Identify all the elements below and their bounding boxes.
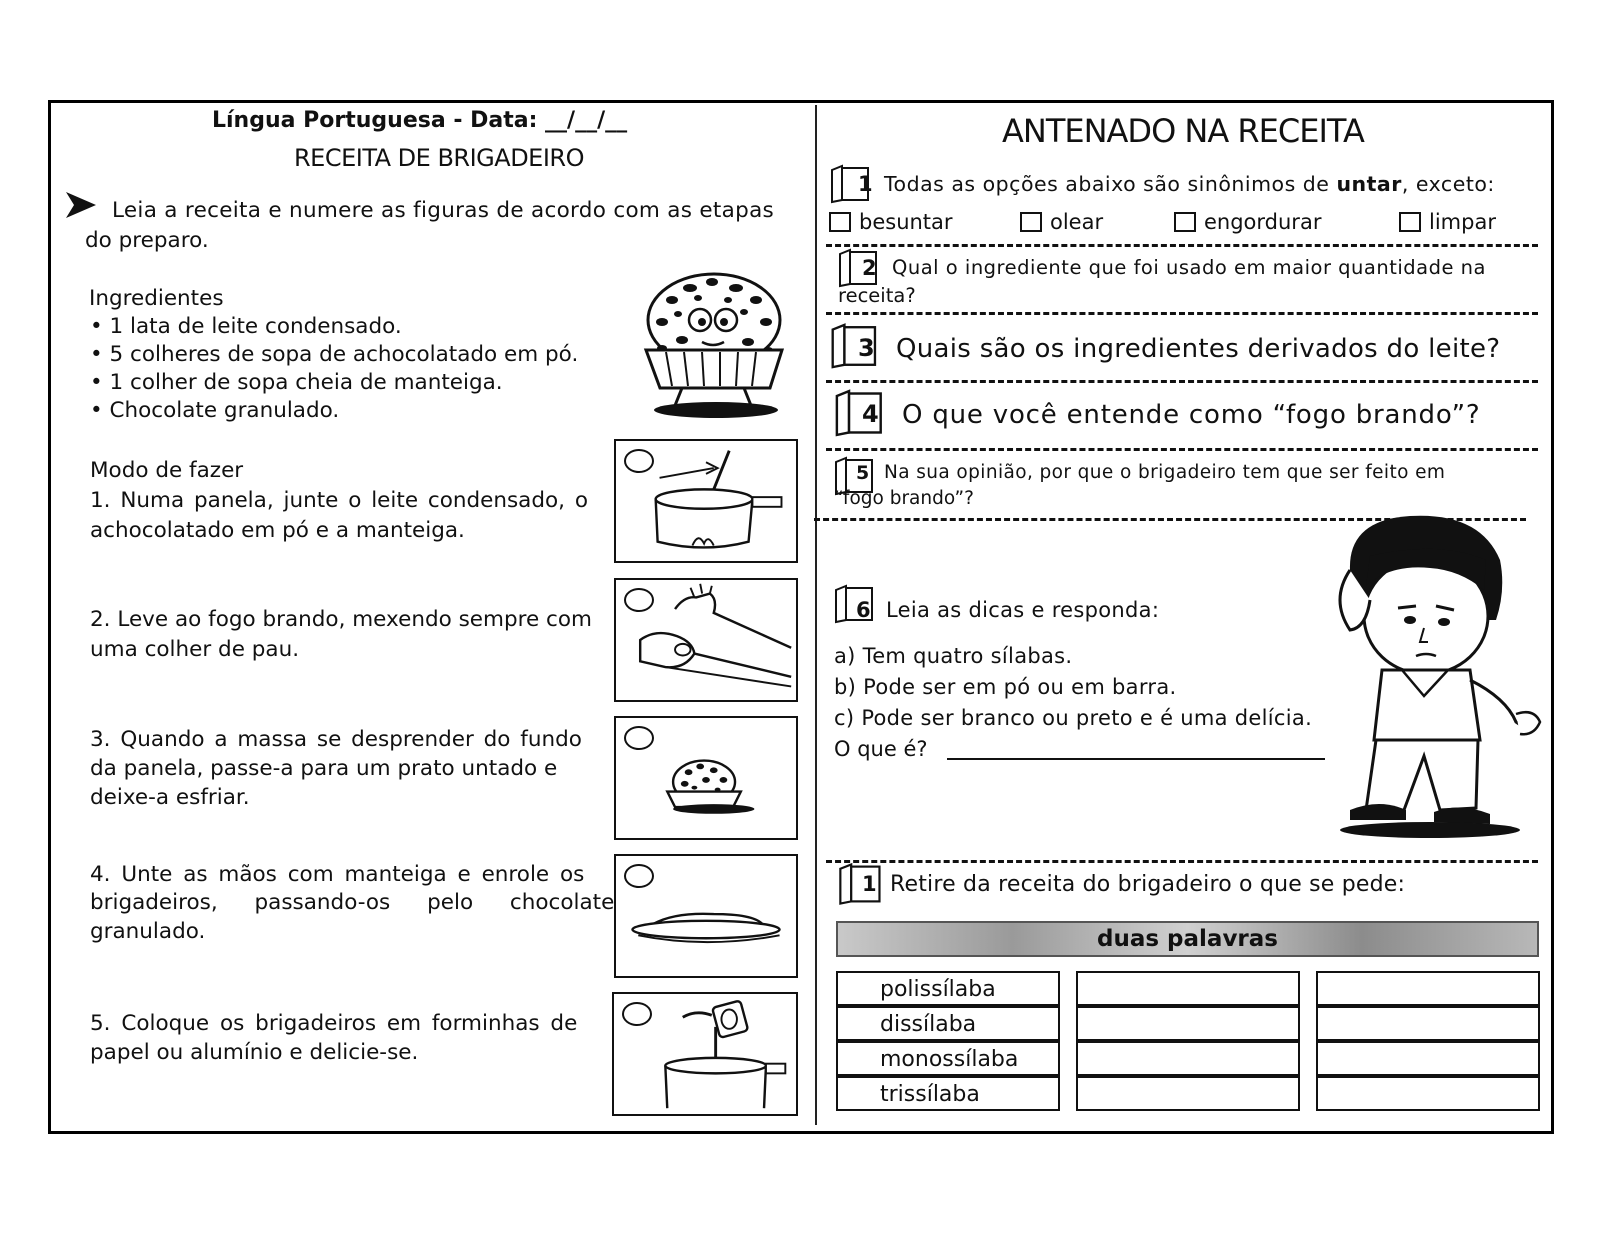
checkbox[interactable] bbox=[1020, 212, 1042, 232]
step-figure-pan-pouring bbox=[612, 992, 798, 1116]
table-header: duas palavras bbox=[836, 921, 1539, 957]
answer-cell[interactable] bbox=[1316, 971, 1540, 1006]
q1-number: 1 bbox=[858, 172, 873, 196]
step-1-line-2: achocolatado em pó e a manteiga. bbox=[90, 518, 465, 543]
column-divider bbox=[815, 105, 817, 1125]
step-2-line-1: 2. Leve ao fogo brando, mexendo sempre com bbox=[90, 607, 592, 632]
q6-answer-line[interactable] bbox=[947, 758, 1325, 760]
answer-cell[interactable] bbox=[1076, 1006, 1300, 1041]
option-limpar[interactable] bbox=[1399, 210, 1496, 234]
instruction-line-1: Leia a receita e numere as figuras de acordo com as etapas bbox=[112, 198, 775, 223]
q7-text: Retire da receita do brigadeiro o que se pede: bbox=[890, 872, 1406, 897]
option-label: besuntar bbox=[859, 210, 953, 234]
option-label: olear bbox=[1050, 210, 1104, 234]
ingredients-title: Ingredientes bbox=[89, 286, 224, 311]
table-row-label bbox=[836, 1076, 1060, 1111]
arrow-icon bbox=[64, 190, 98, 220]
step-figure-brigadeiro bbox=[614, 716, 798, 840]
answer-cell[interactable] bbox=[1076, 971, 1300, 1006]
book-icon bbox=[832, 388, 888, 438]
row-label-text: monossílaba bbox=[880, 1047, 1019, 1072]
step-5-line-2: papel ou alumínio e delicie-se. bbox=[90, 1040, 419, 1065]
q7-number: 1 bbox=[862, 872, 877, 896]
option-besuntar[interactable] bbox=[829, 210, 953, 234]
step-figure-hands bbox=[614, 578, 798, 702]
option-label: limpar bbox=[1429, 210, 1496, 234]
step-3-line-3: deixe-a esfriar. bbox=[90, 785, 250, 810]
q6-hint-c: c) Pode ser branco ou preto e é uma delícia. bbox=[834, 706, 1313, 730]
step-5-line-1: 5. Coloque os brigadeiros em forminhas de bbox=[90, 1011, 578, 1036]
hands-icon bbox=[616, 580, 796, 700]
q3-number: 3 bbox=[858, 334, 875, 362]
q5-line-1: Na sua opinião, por que o brigadeiro tem que ser feito em bbox=[884, 462, 1446, 483]
checkbox[interactable] bbox=[1174, 212, 1196, 232]
step-4-line-2: brigadeiros, passando-os pelo chocolate bbox=[90, 890, 615, 915]
plate-icon bbox=[616, 856, 796, 976]
ingredient-item: • 1 colher de sopa cheia de manteiga. bbox=[90, 370, 503, 395]
row-label-text: dissílaba bbox=[880, 1012, 977, 1037]
method-title: Modo de fazer bbox=[90, 458, 244, 483]
q4-text: O que você entende como “fogo brando”? bbox=[902, 400, 1481, 430]
recipe-title: RECEITA DE BRIGADEIRO bbox=[294, 144, 584, 172]
option-olear[interactable] bbox=[1020, 210, 1103, 234]
dashed-separator bbox=[826, 244, 1538, 247]
ingredient-item: • Chocolate granulado. bbox=[90, 398, 340, 423]
q1-bold-word: untar bbox=[1336, 172, 1402, 196]
table-row-label bbox=[836, 1006, 1060, 1041]
q1-text bbox=[884, 172, 1495, 196]
q6-hint-b: b) Pode ser em pó ou em barra. bbox=[834, 675, 1177, 699]
book-icon bbox=[836, 860, 886, 908]
step-3-line-1: 3. Quando a massa se desprender do fundo bbox=[90, 727, 582, 752]
q2-line-1: Qual o ingrediente que foi usado em maior quantidade na bbox=[892, 256, 1486, 279]
dashed-separator bbox=[826, 860, 1538, 863]
brigadeiro-mascot-image bbox=[632, 270, 792, 430]
row-label-text: polissílaba bbox=[880, 977, 996, 1002]
answer-cell[interactable] bbox=[1316, 1041, 1540, 1076]
q1-text-before: Todas as opções abaixo são sinônimos de bbox=[884, 172, 1337, 196]
ingredient-item: • 5 colheres de sopa de achocolatado em pó. bbox=[90, 342, 579, 367]
ingredient-item: • 1 lata de leite condensado. bbox=[90, 314, 402, 339]
book-icon bbox=[832, 584, 878, 624]
answer-cell[interactable] bbox=[1076, 1076, 1300, 1111]
brigadeiro-icon bbox=[616, 718, 796, 838]
row-label-text: trissílaba bbox=[880, 1082, 980, 1107]
step-figure-pan-stirring bbox=[614, 439, 798, 563]
checkbox[interactable] bbox=[829, 212, 851, 232]
q2-line-2: receita? bbox=[838, 284, 916, 307]
option-label: engordurar bbox=[1204, 210, 1322, 234]
answer-cell[interactable] bbox=[1076, 1041, 1300, 1076]
dashed-separator bbox=[826, 448, 1538, 451]
table-row-label bbox=[836, 971, 1060, 1006]
thinking-boy-image bbox=[1320, 510, 1546, 850]
q6-prompt: O que é? bbox=[834, 737, 928, 761]
q1-text-after: , exceto: bbox=[1401, 172, 1495, 196]
answer-cell[interactable] bbox=[1316, 1076, 1540, 1111]
q2-number: 2 bbox=[862, 256, 877, 280]
checkbox[interactable] bbox=[1399, 212, 1421, 232]
step-4-line-3: granulado. bbox=[90, 919, 206, 944]
option-engordurar[interactable] bbox=[1174, 210, 1321, 234]
step-2-line-2: uma colher de pau. bbox=[90, 637, 300, 662]
q6-hint-a: a) Tem quatro sílabas. bbox=[834, 644, 1073, 668]
can-pouring-icon bbox=[614, 994, 796, 1114]
step-4-line-1: 4. Unte as mãos com manteiga e enrole os bbox=[90, 862, 585, 887]
step-3-line-2: da panela, passe-a para um prato untado e bbox=[90, 756, 558, 781]
dashed-separator bbox=[826, 312, 1538, 315]
dashed-separator bbox=[826, 380, 1538, 383]
q6-number: 6 bbox=[856, 598, 871, 622]
q5-number: 5 bbox=[856, 462, 870, 484]
q5-line-2: “fogo brando”? bbox=[834, 488, 974, 509]
q3-text: Quais são os ingredientes derivados do leite? bbox=[896, 334, 1501, 364]
step-1-line-1: 1. Numa panela, junte o leite condensado, o bbox=[90, 488, 588, 513]
activity-title: ANTENADO NA RECEITA bbox=[1002, 112, 1364, 150]
pan-icon bbox=[616, 441, 796, 561]
instruction-line-2: do preparo. bbox=[85, 228, 209, 253]
step-figure-plate bbox=[614, 854, 798, 978]
subject-date-header: Língua Portuguesa - Data: __/__/__ bbox=[212, 108, 628, 133]
answer-cell[interactable] bbox=[1316, 1006, 1540, 1041]
q6-text: Leia as dicas e responda: bbox=[886, 598, 1160, 622]
table-row-label bbox=[836, 1041, 1060, 1076]
q4-number: 4 bbox=[862, 400, 879, 428]
